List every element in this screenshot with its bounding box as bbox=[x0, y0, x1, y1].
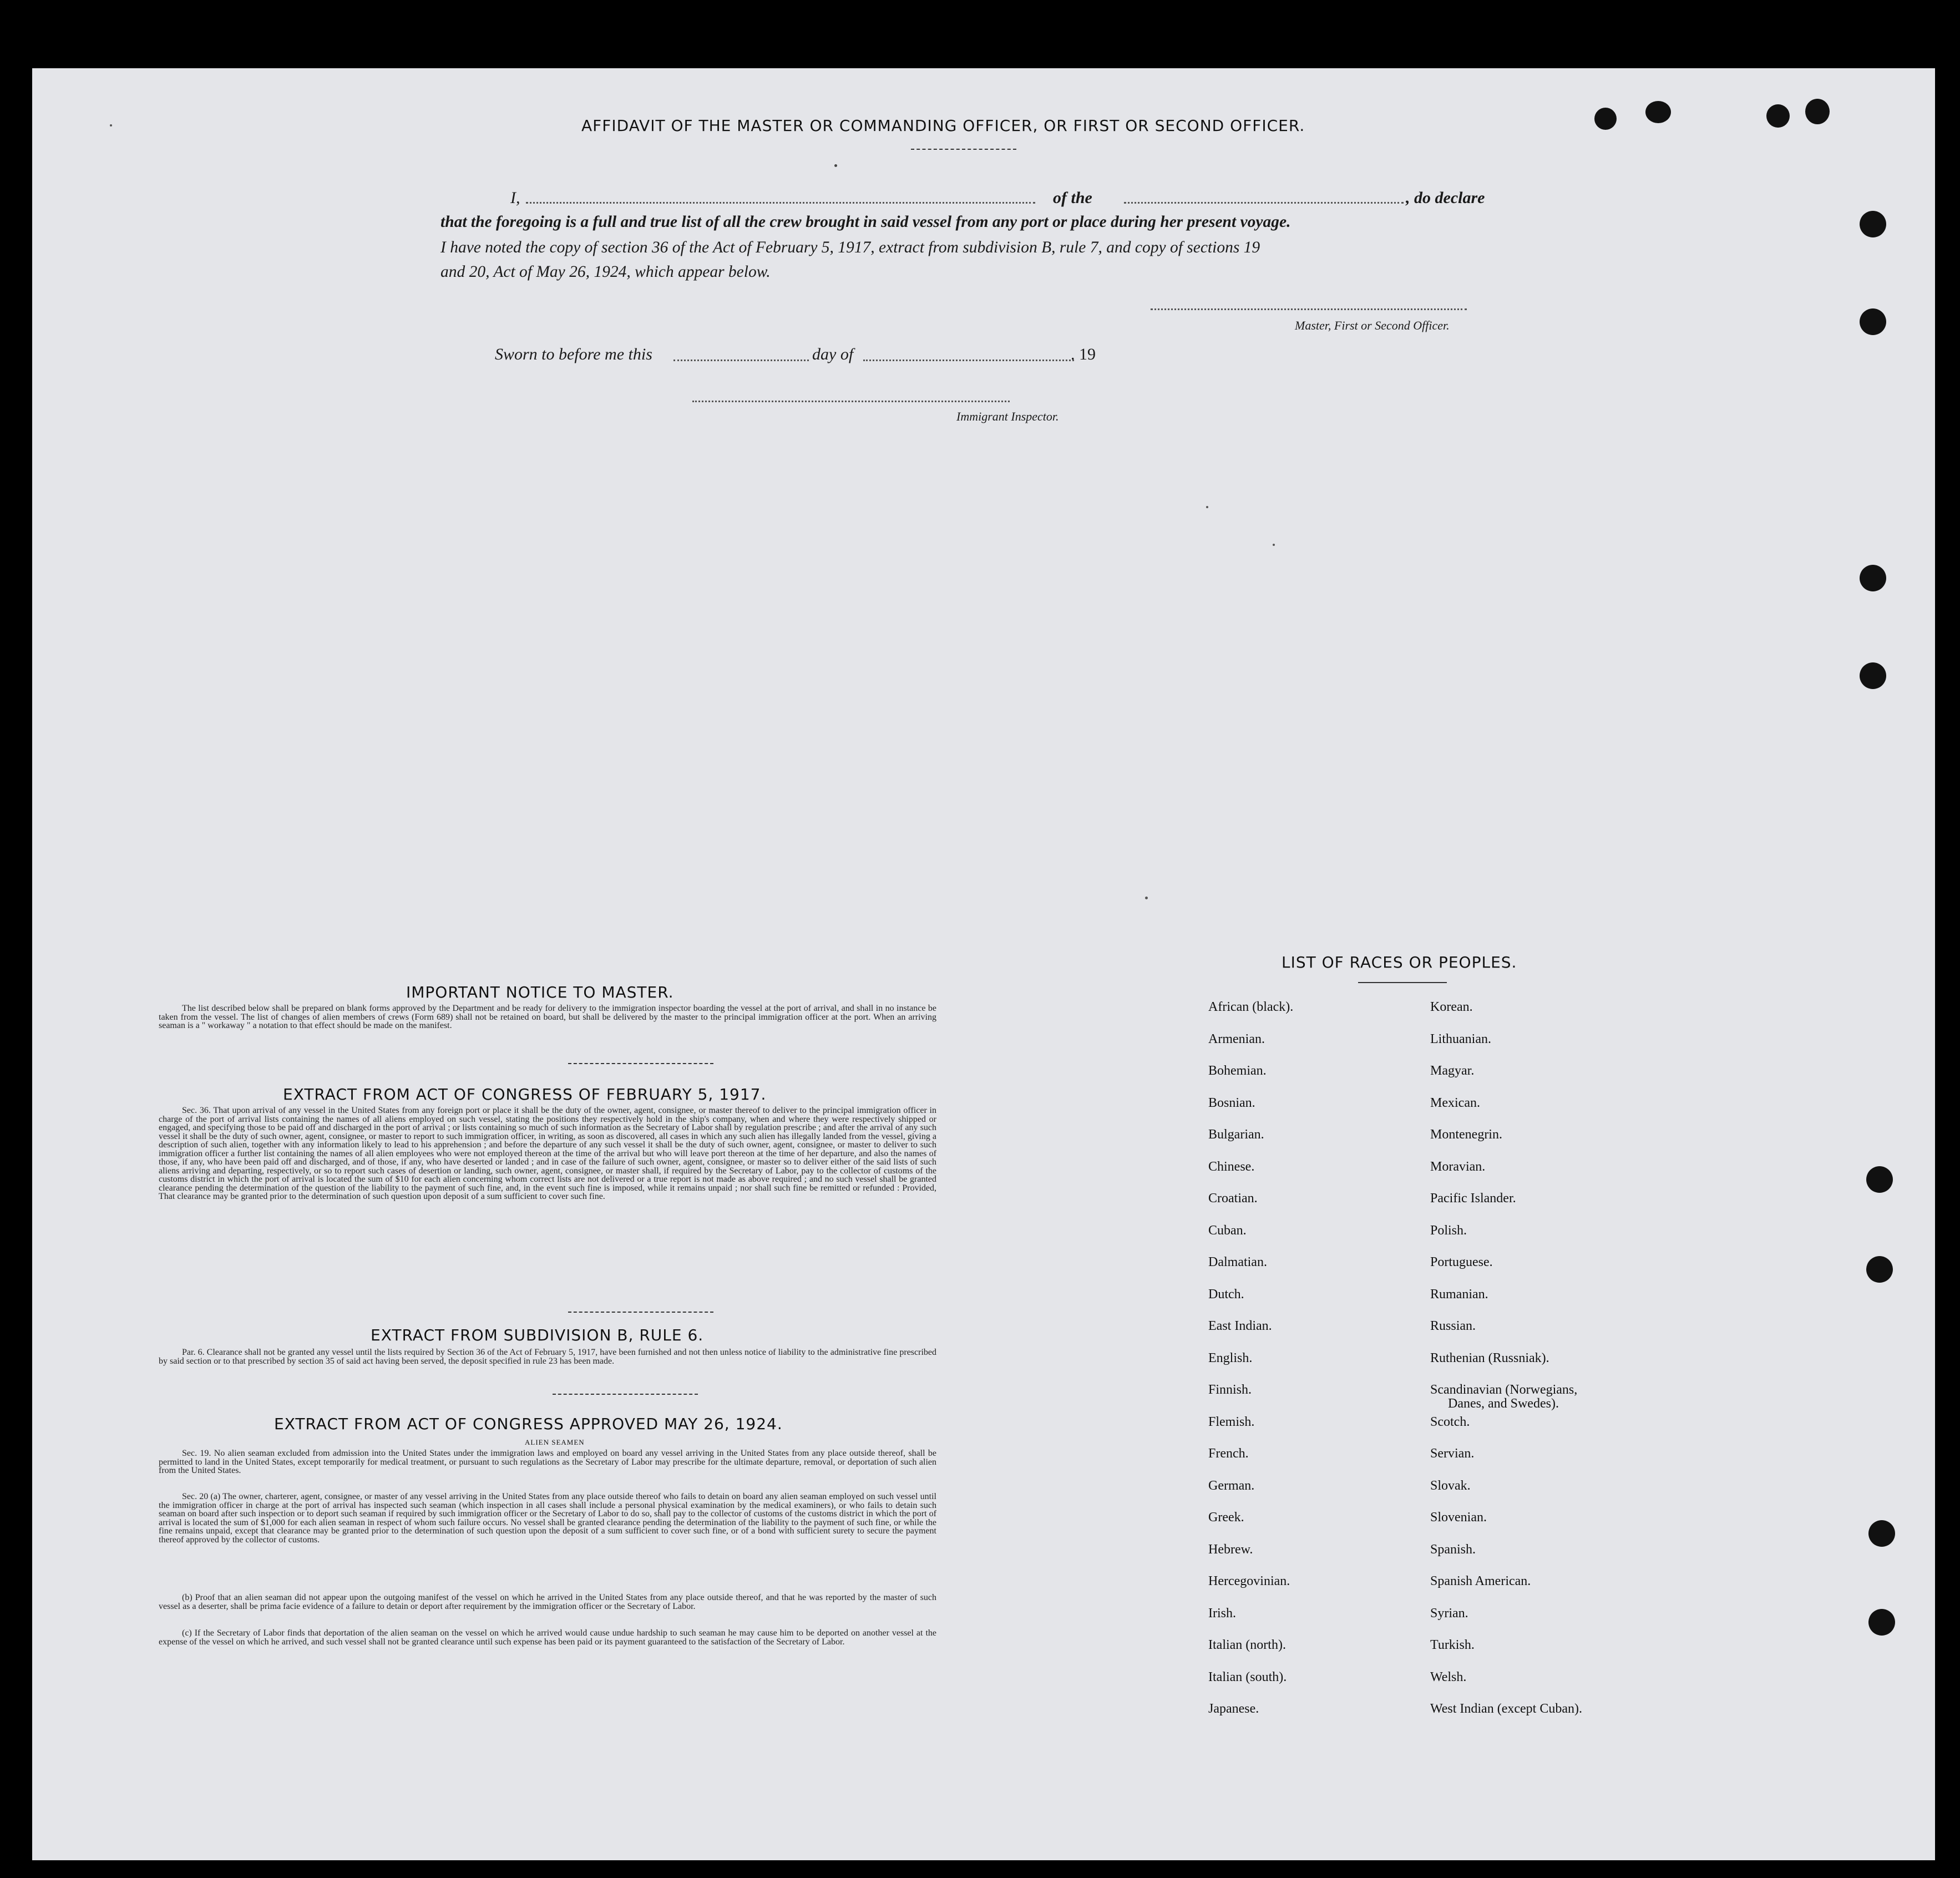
race-item: Moravian. bbox=[1430, 1159, 1486, 1174]
punch-hole bbox=[1860, 565, 1886, 591]
race-item: Ruthenian (Russniak). bbox=[1430, 1350, 1549, 1365]
sworn-day-label: day of bbox=[812, 345, 854, 363]
sworn-day-field[interactable] bbox=[673, 360, 809, 361]
race-item: Slovenian. bbox=[1430, 1510, 1487, 1525]
punch-hole bbox=[1594, 108, 1617, 130]
scan-speck bbox=[110, 124, 112, 126]
scan-speck bbox=[1145, 897, 1148, 899]
race-item: Bohemian. bbox=[1208, 1064, 1267, 1078]
race-item: Spanish American. bbox=[1430, 1574, 1531, 1588]
race-item: East Indian. bbox=[1208, 1319, 1272, 1333]
affidavit-text-line2: that the foregoing is a full and true list of all the crew brought in said vessel from any port or place during her present voyage. bbox=[440, 213, 1291, 231]
race-item: English. bbox=[1208, 1350, 1253, 1365]
vessel-label: of the bbox=[1053, 189, 1092, 207]
race-item: French. bbox=[1208, 1446, 1249, 1461]
race-item: Bosnian. bbox=[1208, 1095, 1255, 1110]
race-item: Japanese. bbox=[1208, 1702, 1259, 1716]
sworn-month-field[interactable] bbox=[863, 360, 1074, 361]
race-item: Scandinavian (Norwegians, bbox=[1430, 1383, 1578, 1397]
document-page bbox=[32, 68, 1935, 1860]
race-item: Dutch. bbox=[1208, 1287, 1244, 1302]
race-item: German. bbox=[1208, 1478, 1255, 1493]
race-item: Hercegovinian. bbox=[1208, 1574, 1290, 1588]
punch-hole bbox=[1805, 99, 1830, 124]
inspector-signature-label: Immigrant Inspector. bbox=[956, 409, 1059, 423]
race-item: Korean. bbox=[1430, 1000, 1473, 1014]
race-item: Russian. bbox=[1430, 1319, 1476, 1333]
race-item: Chinese. bbox=[1208, 1159, 1255, 1174]
punch-hole bbox=[1860, 211, 1886, 237]
divider bbox=[568, 1063, 713, 1064]
scan-speck bbox=[834, 164, 837, 167]
affidavit-text-line3: I have noted the copy of section 36 of the Act of February 5, 1917, extract from subdivision B, rule 7, and copy of sections 19 bbox=[440, 239, 1260, 256]
declare-label: , do declare bbox=[1406, 189, 1485, 207]
punch-hole bbox=[1868, 1609, 1895, 1636]
extract-1924-sec20c: (c) If the Secretary of Labor finds that deportation of the alien seaman on the vessel on which he arrived would cause undue hardship to such seaman he may cause him to be deported on another vessel at the expense of the vessel on which he arrived, and such vessel shall not be granted clearance until such expense has been paid or its payment guaranteed to the satisfaction of the Secretary of Labor. bbox=[159, 1628, 936, 1647]
punch-hole bbox=[1766, 104, 1790, 128]
race-item: Syrian. bbox=[1430, 1606, 1468, 1621]
race-item: Slovak. bbox=[1430, 1478, 1471, 1493]
race-item: Magyar. bbox=[1430, 1064, 1475, 1078]
declarant-name-field[interactable] bbox=[526, 202, 1035, 204]
race-item: Irish. bbox=[1208, 1606, 1236, 1621]
vessel-name-field[interactable] bbox=[1124, 202, 1404, 204]
scan-speck bbox=[1273, 544, 1275, 546]
extract-1924-sec19: Sec. 19. No alien seaman excluded from admission into the United States under the immigration laws and employed on board any vessel arriving in the United States from any place outside thereof, shall be permitted to land in the United States, except temporarily for medical treatment, or pursuant to such regulations as the Secretary of Labor may prescribe for the ultimate departure, removal, or deportation of such alien from the United States. bbox=[159, 1449, 936, 1475]
extract-1924-sec20a: Sec. 20 (a) The owner, charterer, agent, consignee, or master of any vessel arriving in the United States from any place outside thereof who fails to detain on board any alien seaman employed on such vessel until the immigration officer in charge at the port of arrival has inspected such seaman (which inspection in all cases shall include a personal physical examination by the medical examiners), or who fails to detain such seaman on board after such inspection or to deport such seaman if required by such immigration officer or the Secretary of Labor to do so, shall pay to the collector of customs of the customs district in which the port of arrival is located the sum of $1,000 for each alien seaman in respect of whom such failure occurs. No vessel shall be granted clearance pending the determination of the liability to the payment of such fine, or while the fine remains unpaid, except that clearance may be granted prior to the determination of such question upon the deposit of a sum sufficient to cover such fine, or of a bond with sufficient surety to secure the payment thereof approved by the collector of customs. bbox=[159, 1492, 936, 1545]
race-item: Italian (south). bbox=[1208, 1669, 1287, 1684]
scan-speck bbox=[1206, 506, 1208, 508]
race-item: Finnish. bbox=[1208, 1383, 1252, 1397]
master-signature-field[interactable] bbox=[1151, 308, 1467, 310]
extract-1924-title: EXTRACT FROM ACT OF CONGRESS APPROVED MAY 26, 1924. bbox=[274, 1415, 783, 1433]
affidavit-title: AFFIDAVIT OF THE MASTER OR COMMANDING OFFICER, OR FIRST OR SECOND OFFICER. bbox=[581, 117, 1305, 135]
race-item-continuation: Danes, and Swedes). bbox=[1448, 1396, 1559, 1411]
extract-1917-title: EXTRACT FROM ACT OF CONGRESS OF FEBRUARY 5, 1917. bbox=[283, 1085, 767, 1103]
race-item: Turkish. bbox=[1430, 1638, 1475, 1652]
punch-hole bbox=[1868, 1520, 1895, 1547]
race-item: Hebrew. bbox=[1208, 1542, 1253, 1557]
race-item: Montenegrin. bbox=[1430, 1127, 1502, 1142]
race-item: Croatian. bbox=[1208, 1191, 1258, 1206]
race-item: Pacific Islander. bbox=[1430, 1191, 1516, 1206]
race-item: Flemish. bbox=[1208, 1414, 1255, 1429]
divider bbox=[911, 149, 1016, 150]
extract-1924-sec20b: (b) Proof that an alien seaman did not appear upon the outgoing manifest of the vessel on which he arrived in the United States from any place outside thereof, and that he was reported by the master of such vessel as a deserter, shall be prima facie evidence of a failure to detain or deport after requirement by the immigration officer or the Secretary of Labor. bbox=[159, 1593, 936, 1611]
race-item: Italian (north). bbox=[1208, 1638, 1286, 1652]
extract-rule6-body: Par. 6. Clearance shall not be granted any vessel until the lists required by Section 36 of the Act of February 5, 1917, have been furnished and not then unless notice of liability to the administrative fine prescribed by said section or to that prescribed by section 35 of said act having been served, the deposit specified in rule 23 has been made. bbox=[159, 1348, 936, 1366]
divider bbox=[553, 1394, 698, 1395]
sworn-year-label: . 19 bbox=[1071, 345, 1096, 363]
notice-title: IMPORTANT NOTICE TO MASTER. bbox=[406, 983, 674, 1001]
race-item: Welsh. bbox=[1430, 1669, 1467, 1684]
affidavit-text-line4: and 20, Act of May 26, 1924, which appear below. bbox=[440, 263, 771, 281]
race-item: Mexican. bbox=[1430, 1095, 1480, 1110]
extract-1917-body: Sec. 36. That upon arrival of any vessel in the United States from any foreign port or place it shall be the duty of the owner, agent, consignee, or master thereof to deliver to the principal immigration officer in charge of the port of arrival lists containing the names of all aliens employed on such vessel, stating the positions they respectively hold in the ship's company, when and where they were respectively shipped or engaged, and specifying those to be paid off and discharged in the port of arrival ; or lists containing so much of such information as the Secretary of Labor shall by regulation prescribe ; and after the arrival of any such vessel it shall be the duty of such owner, agent, consignee, or master to report to such immigration officer, in writing, as soon as discovered, all cases in which any such alien has illegally landed from the vessel, giving a description of such alien, together with any information likely to lead to his apprehension ; and before the departure of any such vessel it shall be the duty of such owner, agent, consignee, or master to deliver to such immigration officer a further list containing the names of all alien employees who were not employed thereon at the time of the arrival but who will leave port thereon at the time of her departure, and also the names of those, if any, who have been paid off and discharged, and of those, if any, who have deserted or landed ; and in case of the failure of such owner, agent, consignee, or master so to deliver either of the said lists of such aliens arriving and departing, respectively, or so to report such cases of desertion or landing, such owner, agent, consignee, or master shall, if required by the Secretary of Labor, pay to the collector of customs of the customs district in which the port of arrival is located the sum of $10 for each alien concerning whom correct lists are not delivered or a true report is not made as above required ; and no such vessel shall be granted clearance pending the determination of the question of the liability to the payment of such fine, and, in the event such fine is imposed, while it remains unpaid ; nor shall such fine be remitted or refunded : Provided, That clearance may be granted prior to the determination of such question upon deposit of a sum sufficient to cover such fine. bbox=[159, 1106, 936, 1201]
race-item: Lithuanian. bbox=[1430, 1031, 1491, 1046]
punch-hole bbox=[1645, 101, 1671, 123]
punch-hole bbox=[1860, 308, 1886, 335]
extract-rule6-title: EXTRACT FROM SUBDIVISION B, RULE 6. bbox=[371, 1326, 704, 1344]
declarant-label: I, bbox=[510, 189, 520, 207]
race-item: Greek. bbox=[1208, 1510, 1244, 1525]
race-item: West Indian (except Cuban). bbox=[1430, 1702, 1582, 1716]
master-signature-label: Master, First or Second Officer. bbox=[1295, 318, 1450, 332]
race-item: Polish. bbox=[1430, 1223, 1467, 1238]
inspector-signature-field[interactable] bbox=[692, 401, 1010, 402]
extract-1924-subtitle: ALIEN SEAMEN bbox=[525, 1438, 585, 1446]
punch-hole bbox=[1866, 1256, 1893, 1283]
race-item: Scotch. bbox=[1430, 1414, 1470, 1429]
races-title: LIST OF RACES OR PEOPLES. bbox=[1282, 953, 1517, 971]
punch-hole bbox=[1860, 662, 1886, 689]
punch-hole bbox=[1866, 1166, 1893, 1193]
race-item: Armenian. bbox=[1208, 1031, 1265, 1046]
race-item: Servian. bbox=[1430, 1446, 1475, 1461]
race-item: African (black). bbox=[1208, 1000, 1294, 1014]
race-item: Bulgarian. bbox=[1208, 1127, 1264, 1142]
race-item: Portuguese. bbox=[1430, 1255, 1493, 1269]
race-item: Dalmatian. bbox=[1208, 1255, 1267, 1269]
race-item: Spanish. bbox=[1430, 1542, 1476, 1557]
divider bbox=[1358, 982, 1447, 983]
sworn-label: Sworn to before me this bbox=[495, 345, 652, 363]
divider bbox=[568, 1312, 713, 1313]
race-item: Cuban. bbox=[1208, 1223, 1247, 1238]
race-item: Rumanian. bbox=[1430, 1287, 1488, 1302]
notice-body: The list described below shall be prepared on blank forms approved by the Department and be ready for delivery to the immigration inspector boarding the vessel at the port of arrival, and shall in no instance be taken from the vessel. The list of changes of alien members of crews (Form 689) shall not be retained on board, but shall be delivered by the master to the principal immigration officer at the port. When an arriving seaman is a " workaway " a notation to that effect should be made on the manifest. bbox=[159, 1004, 936, 1030]
